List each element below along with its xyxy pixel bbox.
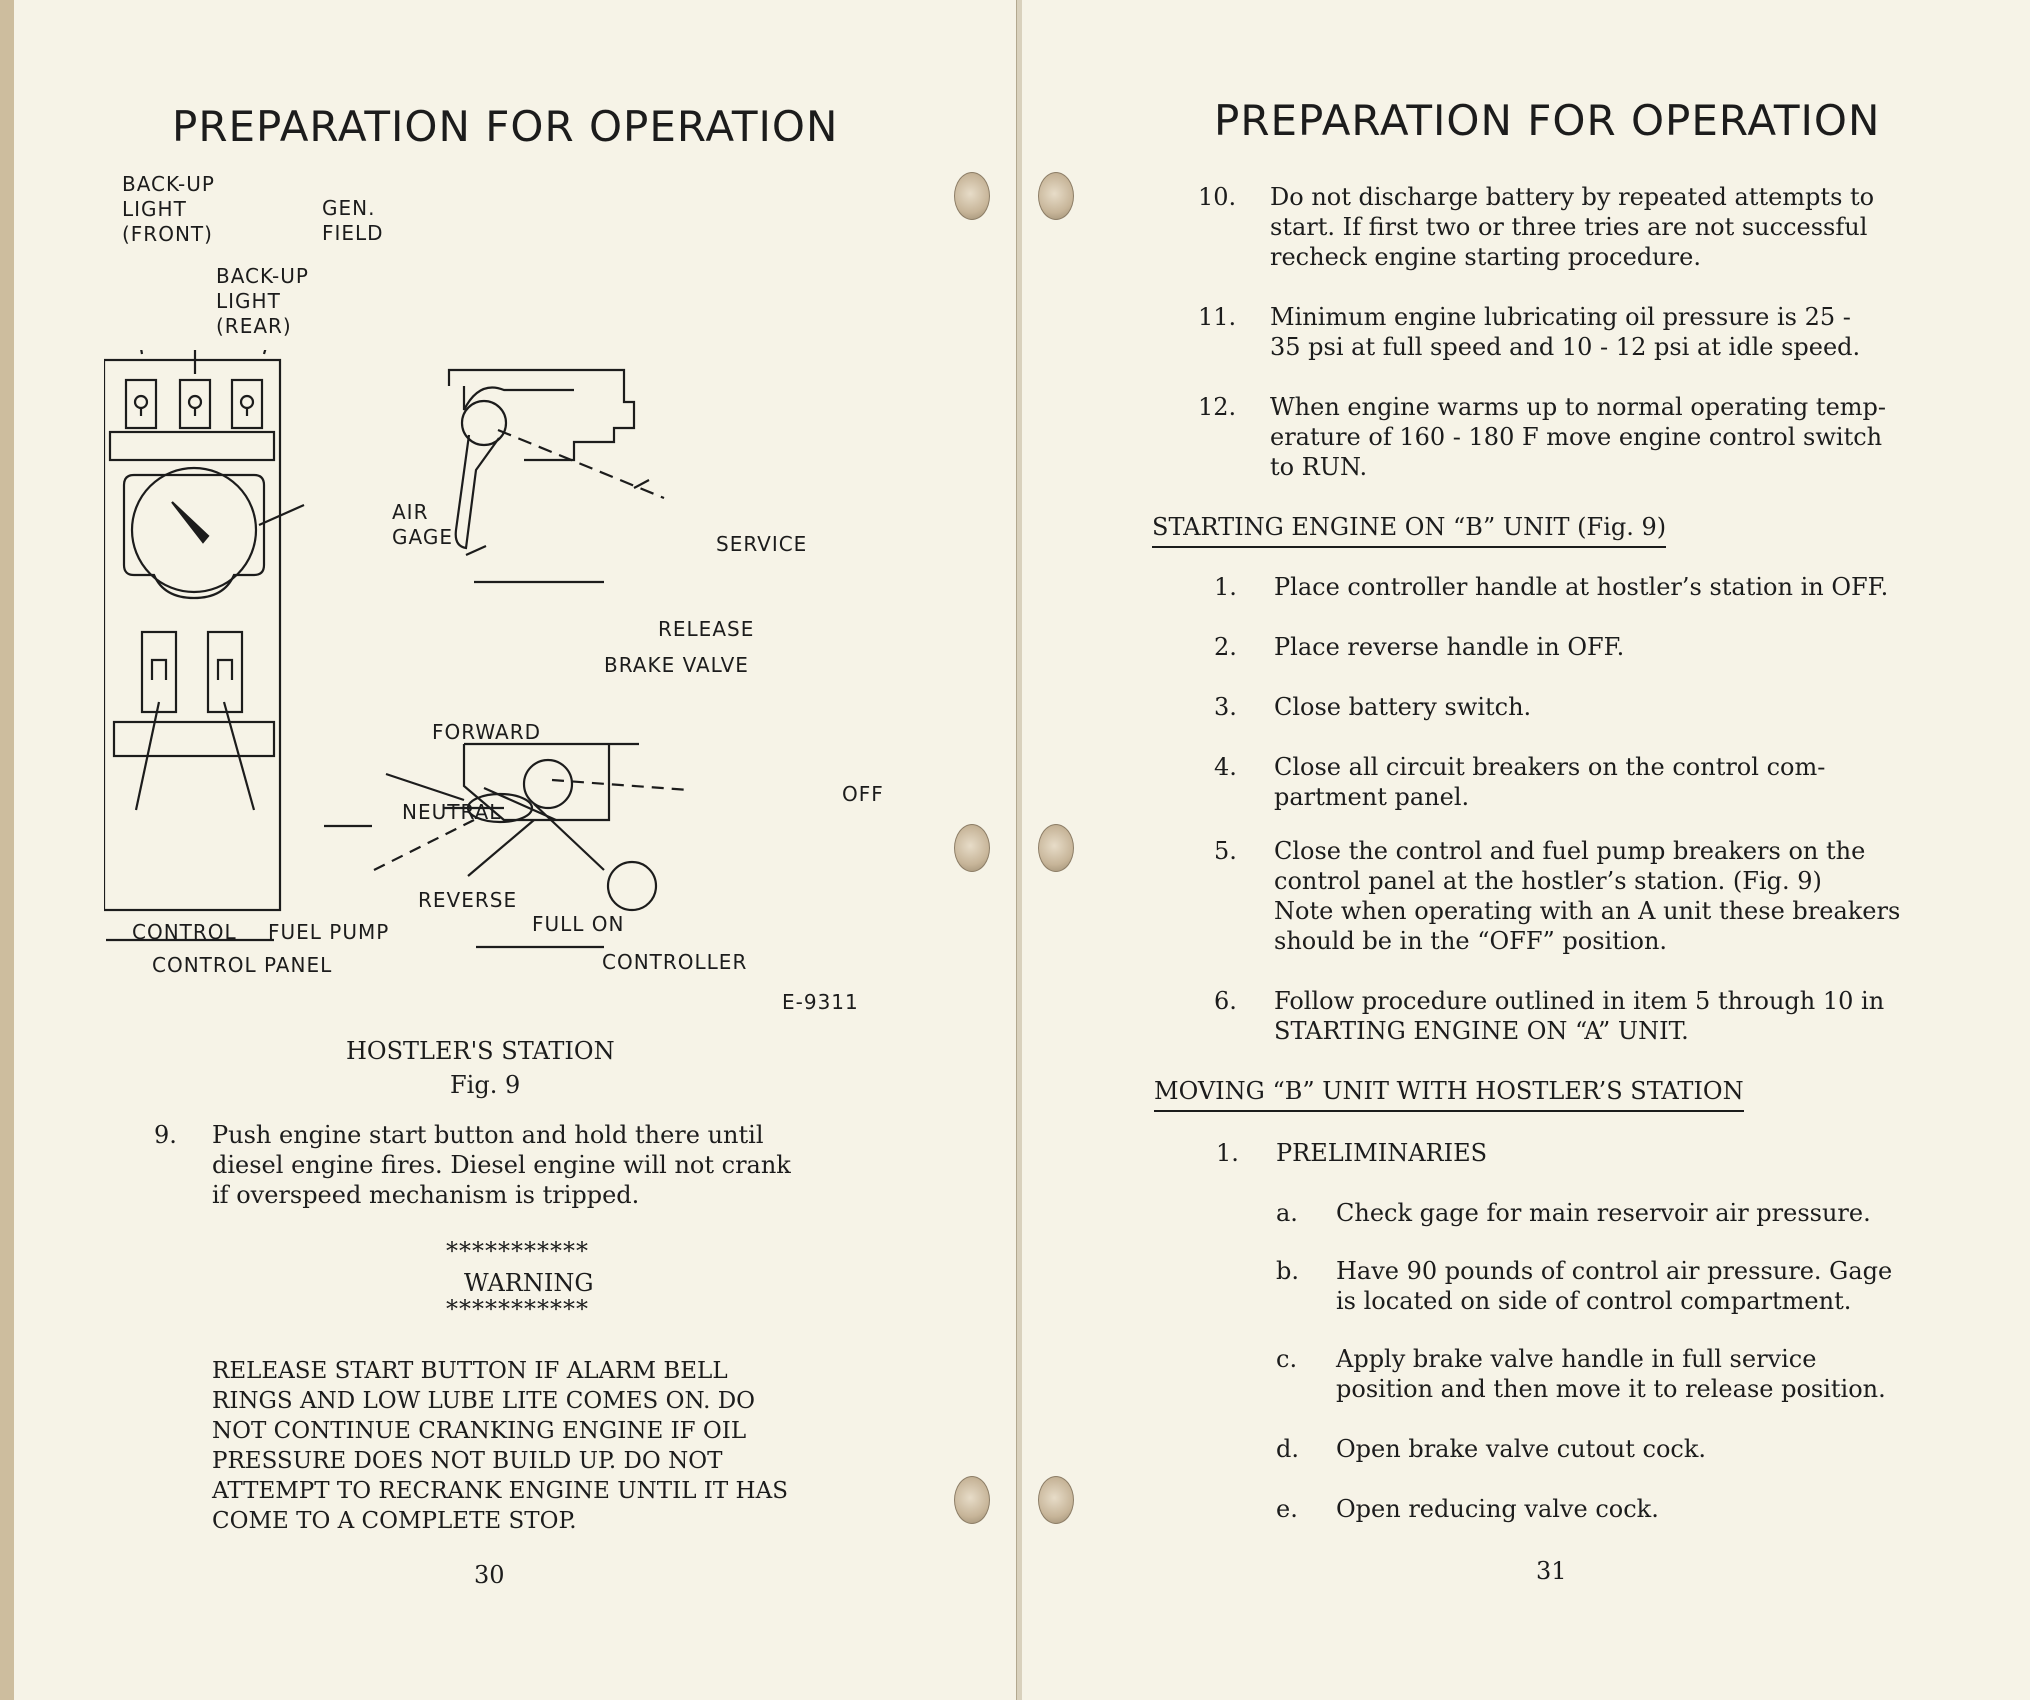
binder-hole-top	[1038, 172, 1074, 220]
label-backup-front: BACK-UP LIGHT (FRONT)	[122, 172, 215, 246]
sub-item-e-letter: e.	[1276, 1495, 1298, 1523]
step-3-text: Close battery switch.	[1274, 693, 1532, 721]
label-controller: CONTROLLER	[602, 950, 748, 974]
binder-hole-top	[954, 172, 990, 220]
hostlers-station-diagram	[104, 350, 864, 950]
label-release: RELEASE	[658, 617, 755, 641]
step-2-number: 2.	[1214, 633, 1237, 661]
item-9-text: Push engine start button and hold there until diesel engine fires. Diesel engine will not crank if overspeed mechanism is tripped.	[212, 1121, 791, 1209]
binder-hole-bottom	[1038, 1476, 1074, 1524]
label-forward: FORWARD	[432, 720, 541, 744]
backup-light-front-switch	[126, 380, 156, 428]
sub-item-c-text: Apply brake valve handle in full service position and then move it to release position.	[1336, 1345, 1886, 1403]
item-10-text: Do not discharge battery by repeated attempts to start. If first two or three tries are not successful recheck engine starting procedure.	[1270, 183, 1875, 271]
step-5-number: 5.	[1214, 837, 1237, 865]
warning-stars-top: ***********	[446, 1237, 589, 1265]
sub-item-b-letter: b.	[1276, 1257, 1299, 1285]
sub-item-d-text: Open brake valve cutout cock.	[1336, 1435, 1707, 1463]
section-heading-starting-b-unit: STARTING ENGINE ON “B” UNIT (Fig. 9)	[1152, 512, 1666, 548]
controller-knob	[608, 862, 656, 910]
step-4-text: Close all circuit breakers on the control com- partment panel.	[1274, 753, 1826, 811]
label-service: SERVICE	[716, 532, 808, 556]
item-10-number: 10.	[1198, 183, 1237, 211]
page-title: PREPARATION FOR OPERATION	[1214, 96, 1881, 145]
sub-item-a-letter: a.	[1276, 1199, 1298, 1227]
step-3-number: 3.	[1214, 693, 1237, 721]
left-page	[14, 0, 1018, 1700]
item-12-text: When engine warms up to normal operating temp- erature of 160 - 180 F move engine control switch to RUN.	[1270, 393, 1886, 481]
label-off: OFF	[842, 782, 884, 806]
backup-light-rear-switch	[180, 380, 210, 428]
step-6-text: Follow procedure outlined in item 5 through 10 in STARTING ENGINE ON “A” UNIT.	[1274, 987, 1885, 1045]
step-4-number: 4.	[1214, 753, 1237, 781]
step-6-number: 6.	[1214, 987, 1237, 1015]
warning-text: RELEASE START BUTTON IF ALARM BELL RINGS AND LOW LUBE LITE COMES ON. DO NOT CONTINUE CRANKING ENGINE IF OIL PRESSURE DOES NOT BUILD UP. DO NOT ATTEMPT TO RECRANK ENGINE UNTIL IT HAS COME TO A COMPLETE STOP.	[212, 1358, 788, 1534]
label-brake-valve: BRAKE VALVE	[604, 653, 749, 677]
preliminaries-number: 1.	[1216, 1139, 1239, 1167]
preliminaries-label: PRELIMINARIES	[1276, 1139, 1488, 1167]
warning-stars-bottom: ***********	[446, 1295, 589, 1323]
label-neutral: NEUTRAL	[402, 800, 502, 824]
step-1-text: Place controller handle at hostler’s station in OFF.	[1274, 573, 1889, 601]
item-11-number: 11.	[1198, 303, 1237, 331]
control-panel-outline	[104, 360, 280, 910]
label-full-on: FULL ON	[532, 912, 625, 936]
label-control: CONTROL	[132, 920, 237, 944]
binder-hole-middle	[1038, 824, 1074, 872]
page-number: 31	[1536, 1557, 1567, 1585]
label-air-gage: AIR GAGE	[392, 500, 453, 549]
label-fuel-pump: FUEL PUMP	[268, 920, 390, 944]
item-12-number: 12.	[1198, 393, 1237, 421]
gen-field-switch	[232, 380, 262, 428]
sub-item-c-letter: c.	[1276, 1345, 1298, 1373]
binder-hole-middle	[954, 824, 990, 872]
step-5-text: Close the control and fuel pump breakers on the control panel at the hostler’s station. (Fig. 9) Note when operating with an A unit these breakers should be in the “OFF” position.	[1274, 837, 1901, 955]
drawing-number: E-9311	[782, 990, 859, 1014]
section-heading-moving-b-unit: MOVING “B” UNIT WITH HOSTLER’S STATION	[1154, 1076, 1744, 1112]
sub-item-b-text: Have 90 pounds of control air pressure. Gage is located on side of control compartment.	[1336, 1257, 1893, 1315]
label-gen-field: GEN. FIELD	[322, 196, 384, 245]
item-11-text: Minimum engine lubricating oil pressure is 25 - 35 psi at full speed and 10 - 12 psi at idle speed.	[1270, 303, 1861, 361]
figure-caption-title: HOSTLER'S STATION	[346, 1037, 615, 1065]
control-breaker	[142, 632, 176, 712]
sub-item-d-letter: d.	[1276, 1435, 1299, 1463]
air-gage-needle	[172, 502, 208, 542]
page-number: 30	[474, 1561, 505, 1589]
step-2-text: Place reverse handle in OFF.	[1274, 633, 1625, 661]
figure-caption-number: Fig. 9	[450, 1071, 521, 1099]
step-1-number: 1.	[1214, 573, 1237, 601]
warning-title: WARNING	[464, 1269, 594, 1297]
label-control-panel: CONTROL PANEL	[152, 953, 333, 977]
page-title: PREPARATION FOR OPERATION	[172, 102, 839, 151]
label-reverse: REVERSE	[418, 888, 518, 912]
brake-valve-body	[449, 370, 634, 460]
right-page	[1022, 0, 2030, 1700]
sub-item-a-text: Check gage for main reservoir air pressure.	[1336, 1199, 1871, 1227]
fuel-pump-breaker	[208, 632, 242, 712]
sub-item-e-text: Open reducing valve cock.	[1336, 1495, 1659, 1523]
binder-hole-bottom	[954, 1476, 990, 1524]
label-backup-rear: BACK-UP LIGHT (REAR)	[216, 264, 309, 338]
brake-valve-handle	[456, 435, 499, 548]
item-9-number: 9.	[154, 1121, 177, 1149]
